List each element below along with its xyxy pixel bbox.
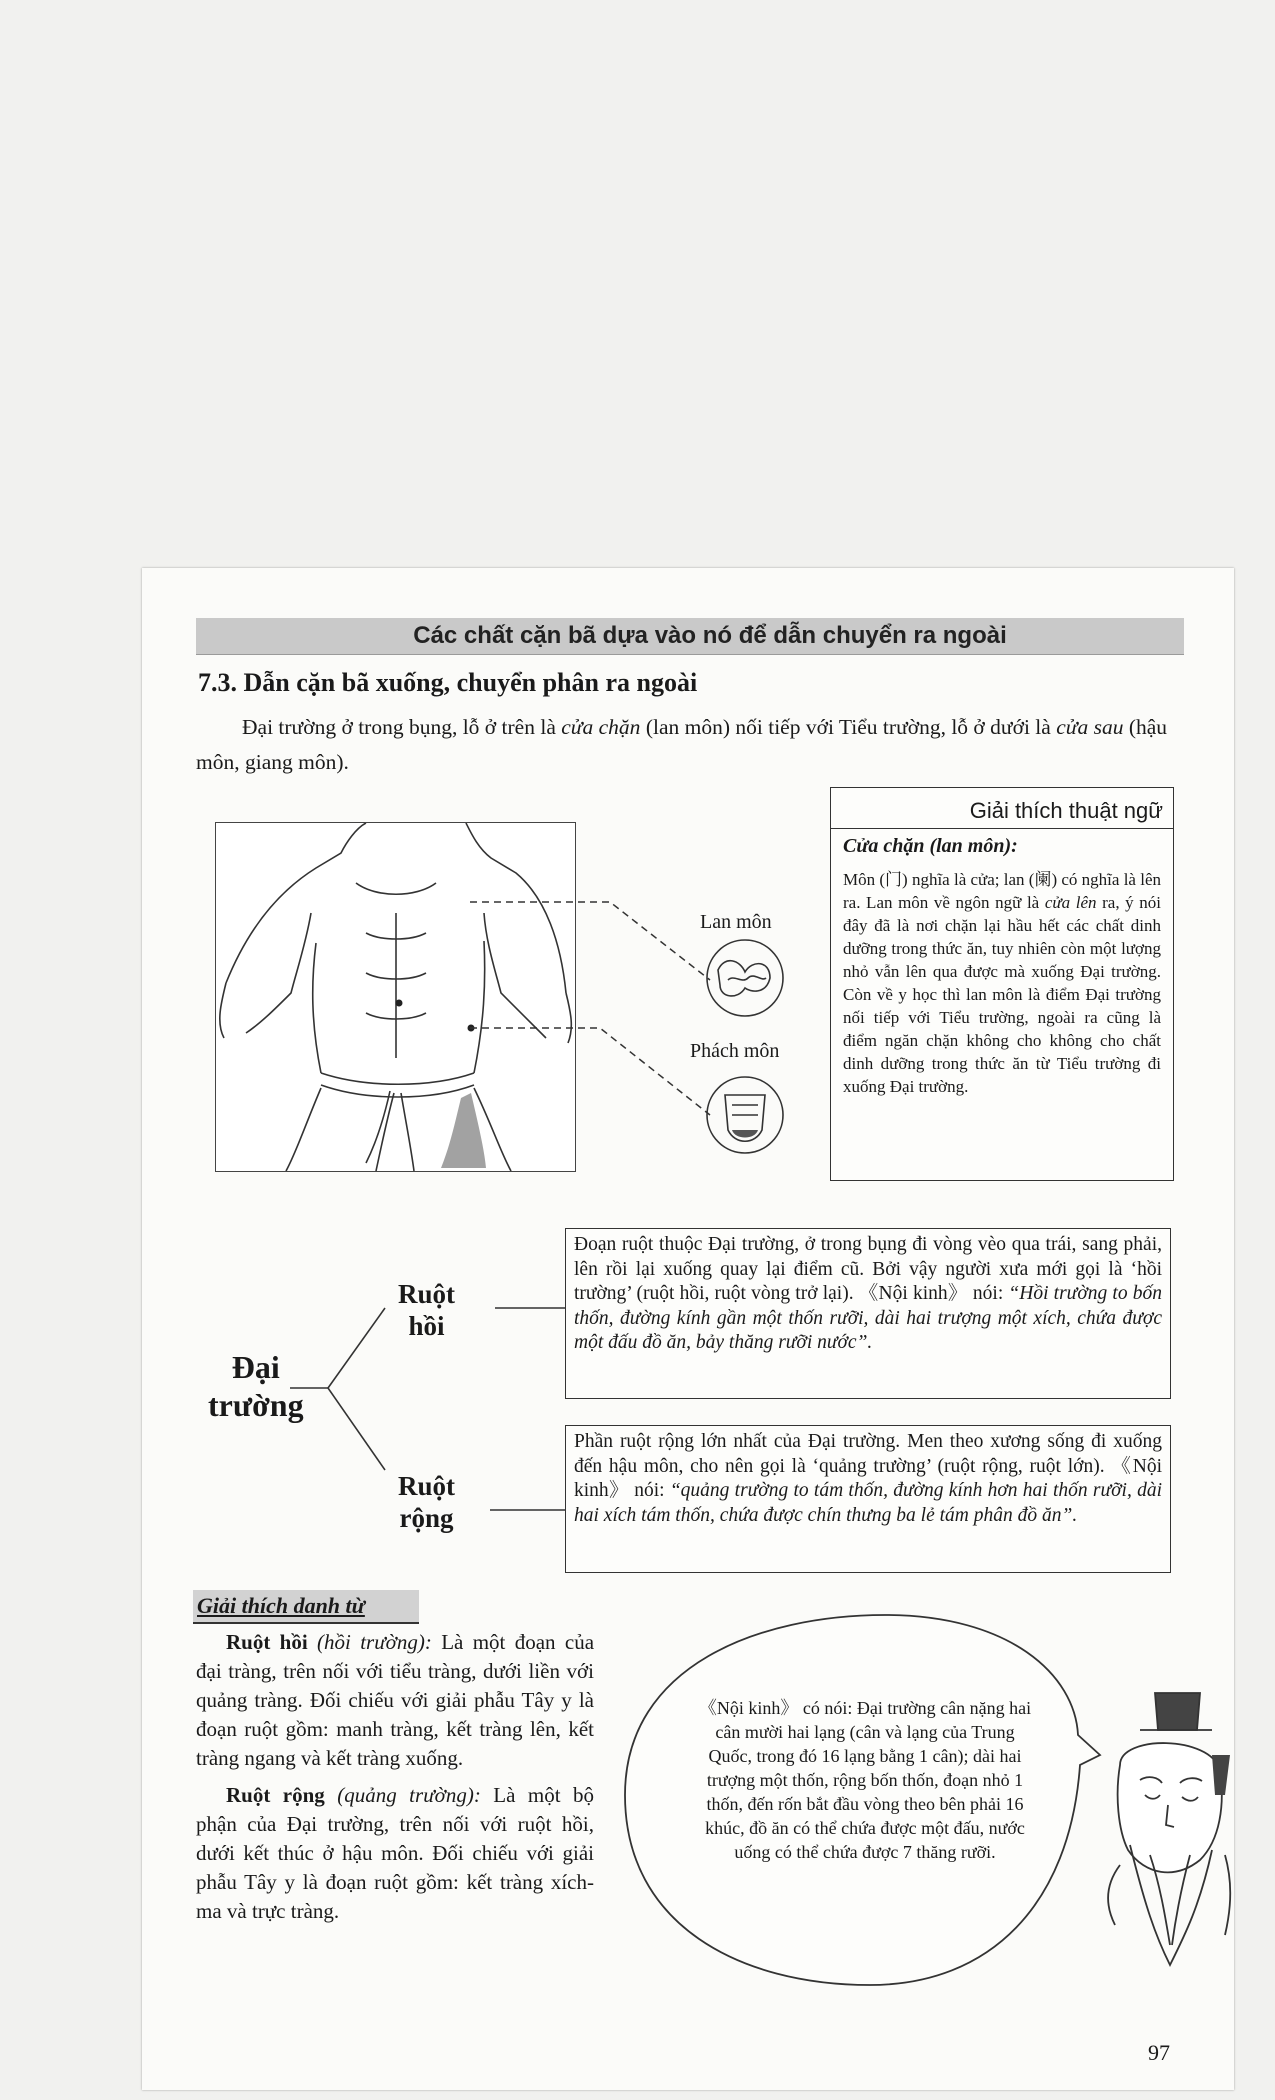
glossary-heading: Giải thích danh từ	[197, 1593, 365, 1618]
label-phach-mon: Phách môn	[690, 1040, 780, 1062]
ruot-rong-text: Phần ruột rộng lớn nhất của Đại trường. Men theo xương sống đi xuống đến hậu môn, cho nên gọi là ‘quảng trường’ (ruột rộng, ruột lớn). 《Nội kinh》 nói:	[574, 1431, 1162, 1501]
intro-term-cua-sau: cửa sau	[1056, 715, 1124, 739]
glossary-paragraph-ruot-hoi	[196, 1628, 594, 1773]
terminology-term: Cửa chặn (lan môn):	[843, 835, 1018, 857]
section-title: 7.3. Dẫn cặn bã xuống, chuyển phân ra ngoài	[198, 668, 698, 697]
glossary-term: Ruột rộng	[226, 1783, 325, 1807]
tree-root-line2: trường	[208, 1387, 304, 1423]
glossary-term: Ruột hồi	[226, 1630, 308, 1654]
terminology-text: ra, ý nói đây đã là nơi chặn lại hầu hết các chất dinh dưỡng trong thức ăn, tuy nhiên còn một lượng nhỏ vẫn lên qua được mà xuống Đại trường. Còn về y học thì lan môn là điểm Đại trường nối tiếp với Tiểu trường, ngoài ra cũng là điểm ngăn chặn không cho không cho chất dinh dưỡng trong thức ăn từ Tiểu trường đi xuống Đại trường.	[843, 893, 1161, 1096]
tree-root	[208, 1348, 304, 1424]
glossary-heading-bar	[193, 1590, 419, 1624]
terminology-body	[831, 864, 1173, 1098]
terminology-box	[830, 787, 1174, 1181]
tree-root-line1: Đại	[231, 1349, 280, 1385]
ruot-hoi-description-box	[565, 1228, 1171, 1399]
terminology-text: Môn (门) nghĩa là cửa; lan (阑) có nghĩa là lên ra. Lan môn về ngôn ngữ là	[843, 870, 1161, 912]
page-number: 97	[1148, 2040, 1170, 2065]
sage-illustration	[1108, 1693, 1230, 1965]
glossary-alt: (quảng trường):	[324, 1783, 481, 1807]
tree-branch-ruot-rong	[398, 1470, 455, 1534]
bubble-text: 《Nội kinh》 có nói: Đại trường cân nặng hai cân mười hai lạng (cân và lạng của Trung Quốc, trong đó 16 lạng bằng 1 cân); dài hai trượng một thốn, rộng bốn thốn, đoạn nhỏ 1 thốn, đến rốn bắt đầu vòng theo bên phải 16 khúc, đồ ăn có thể chứa được một đấu, nước uống có thể chứa được 7 thăng rưỡi.	[698, 1698, 1032, 1862]
glossary-text: Là một đoạn của đại tràng, trên nối với tiểu tràng, dưới liền với quảng tràng. Đối chiếu với giải phẫu Tây y là đoạn ruột gồm: manh tràng, kết tràng lên, kết tràng ngang và kết tràng xuống.	[196, 1630, 595, 1770]
intro-text: (lan môn) nối tiếp với Tiểu trường, lỗ ở dưới là	[640, 715, 1057, 739]
label-lan-mon: Lan môn	[700, 911, 772, 933]
ruot-rong-description-box	[565, 1425, 1171, 1573]
intro-text: (hậu môn, giang môn).	[196, 715, 1168, 774]
glossary-text: Là một bộ phận của Đại trường, trên nối với ruột hồi, dưới kết thúc ở hậu môn. Đối chiếu với giải phẫu Tây y là đoạn ruột gồm: kết tràng xích-ma và trực tràng.	[196, 1783, 594, 1923]
terminology-italic: cửa lên	[1044, 893, 1097, 912]
ruot-rong-quote: “quảng trường to tám thốn, đường kính hơn hai thốn rưỡi, dài hai xích tám thốn, chứa được chín thưng ba lẻ tám phân đồ ăn”.	[574, 1480, 1162, 1526]
ruot-hoi-quote: “Hồi trường to bốn thốn, đường kính gần một thốn rưỡi, dài hai trượng một xích, chứa được một đấu đồ ăn, bảy thăng rưỡi nước”.	[574, 1283, 1162, 1353]
intro-paragraph	[196, 710, 1190, 780]
header-bar	[196, 618, 1184, 655]
intro-term-cua-chan: cửa chặn	[561, 715, 641, 739]
glossary-alt: (hồi trường):	[307, 1630, 432, 1654]
tree-branch-ruot-hoi	[398, 1278, 455, 1342]
terminology-heading: Giải thích thuật ngữ	[831, 788, 1173, 829]
intro-text: Đại trường ở trong bụng, lỗ ở trên là	[242, 715, 562, 739]
tree-branch2-line2: rộng	[399, 1503, 454, 1533]
glossary-body	[196, 1628, 594, 1934]
header-title: Các chất cặn bã dựa vào nó để dẫn chuyển ra ngoài	[413, 622, 1007, 649]
glossary-paragraph-ruot-rong	[196, 1781, 594, 1926]
tree-branch2-line1: Ruột	[398, 1471, 456, 1501]
tree-branch1-line2: hồi	[408, 1311, 445, 1341]
tree-branch1-line1: Ruột	[398, 1279, 456, 1309]
ruot-hoi-text: Đoạn ruột thuộc Đại trường, ở trong bụng đi vòng vèo qua trái, sang phải, lên rồi lại xuống quay lại điểm cũ. Bởi vậy người xưa mới gọi là ‘hồi trường’ (ruột hồi, ruột vòng trở lại). 《Nội kinh》 nói:	[574, 1234, 1162, 1304]
